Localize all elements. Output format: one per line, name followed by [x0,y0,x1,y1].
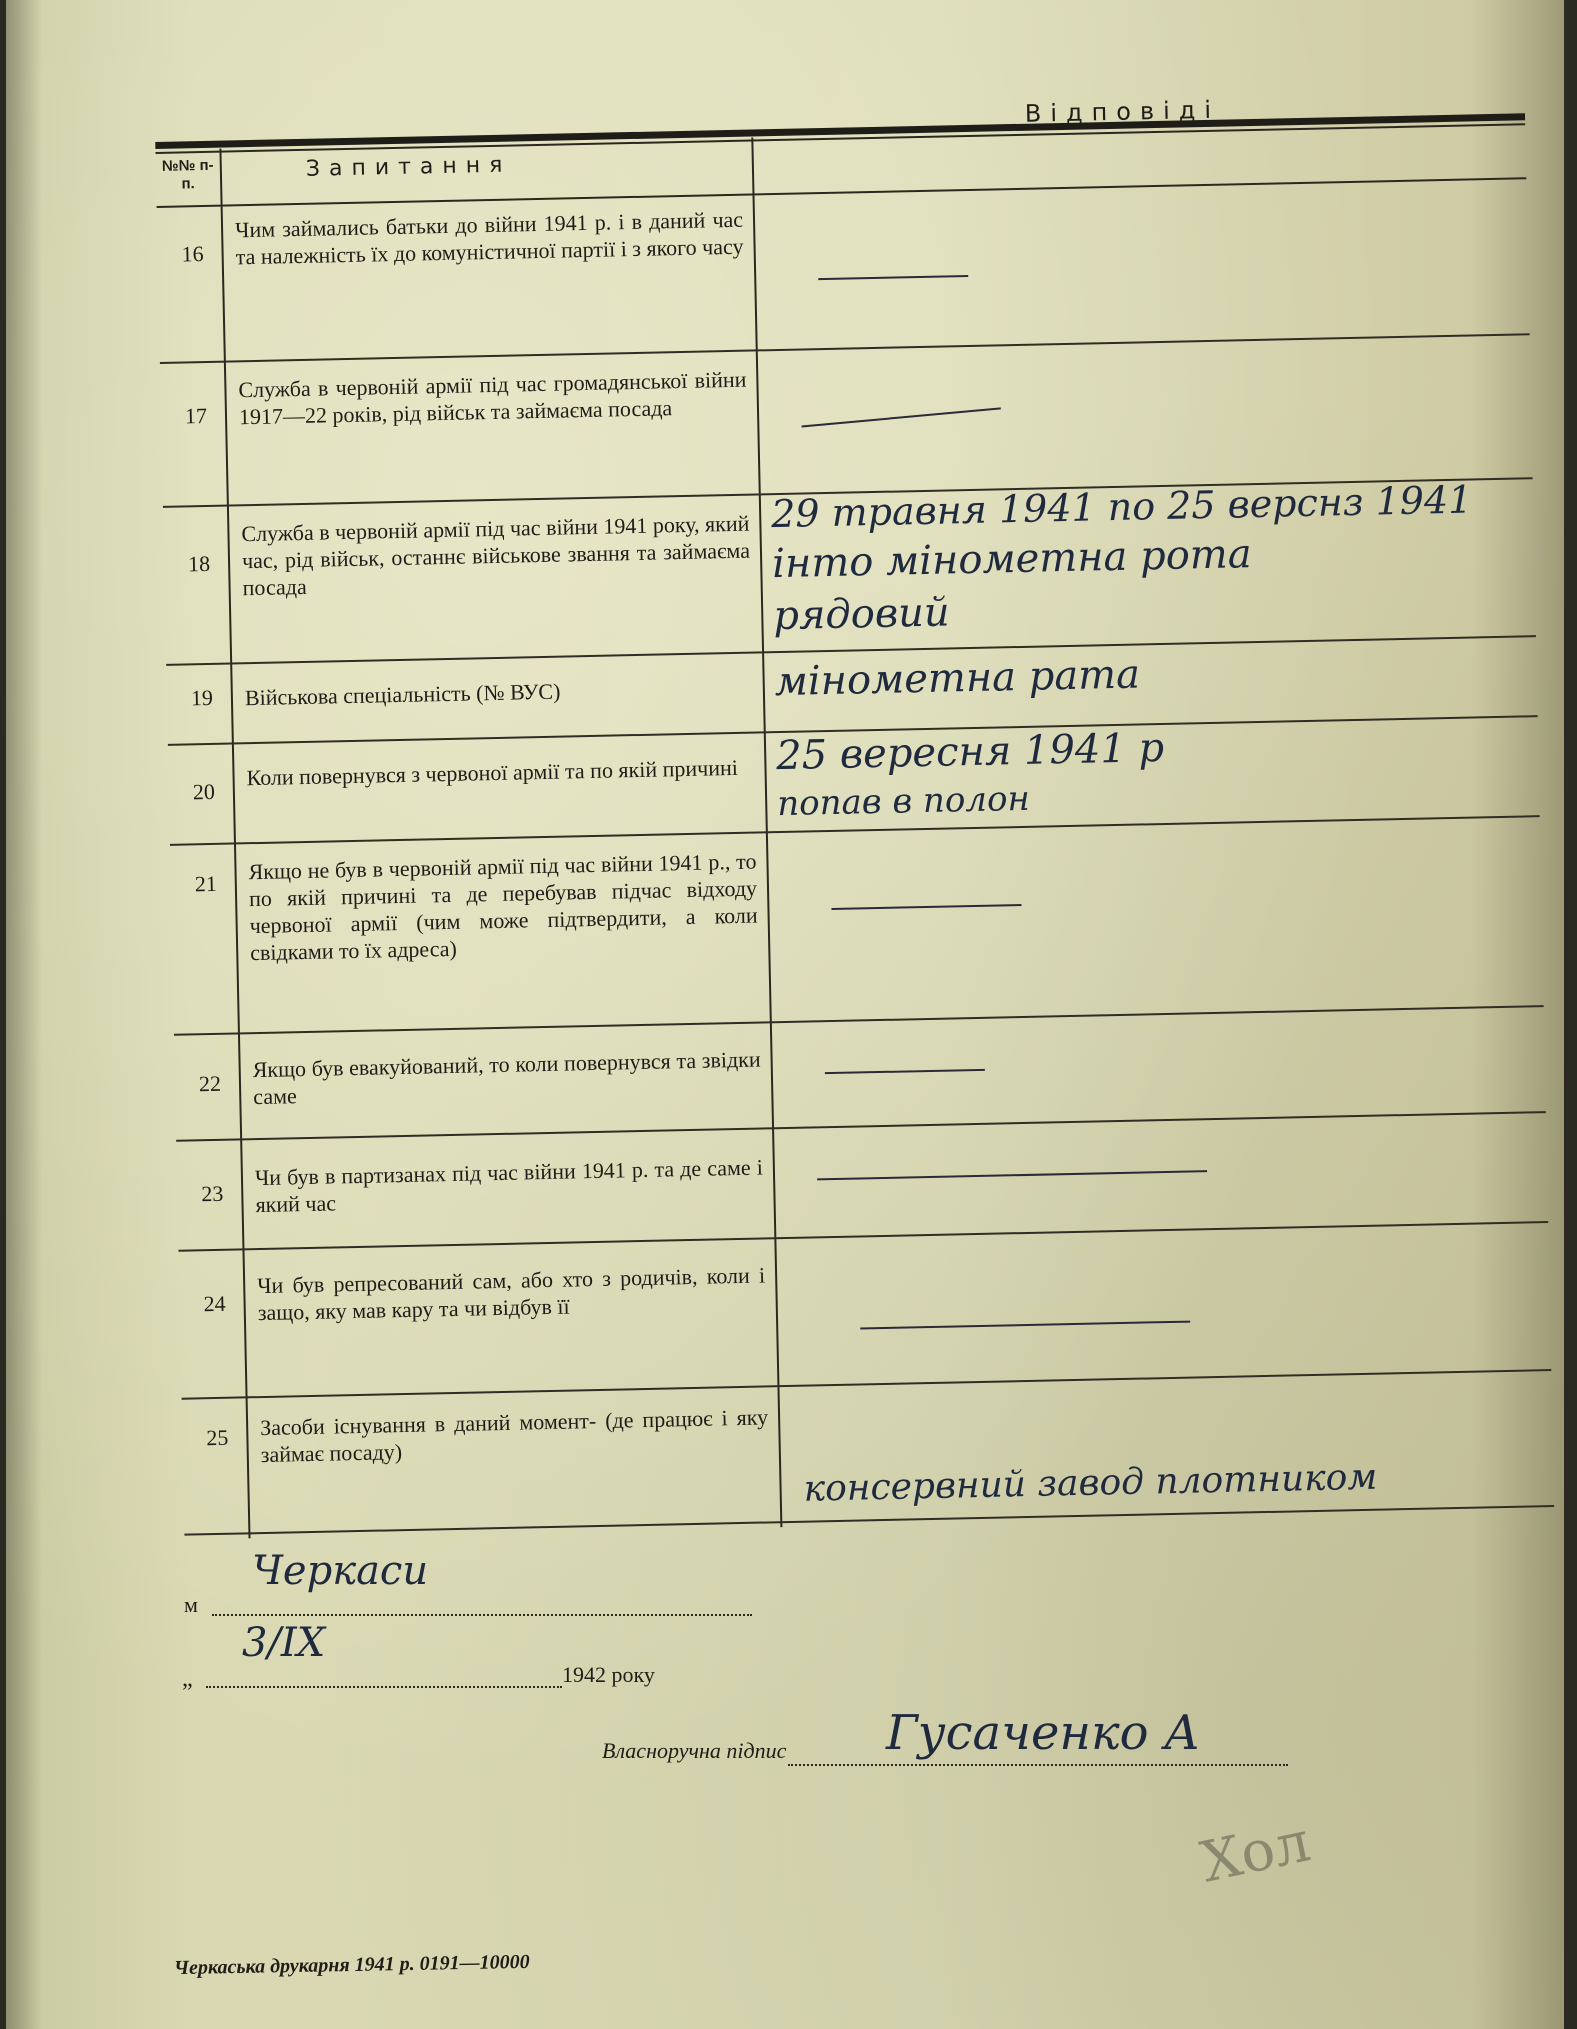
question-text: Засоби існування в даний момент- (де працює і яку займає посаду) [259,1404,769,1468]
column-header-number: №№ п-п. [161,156,214,193]
row-number: 21 [194,870,218,897]
year-text: 1942 року [562,1662,655,1687]
question-text: Військова спеціальність (№ ВУС) [244,678,561,711]
document-page [6,0,1564,2029]
date-quote-mark: „ [182,1666,193,1692]
printer-imprint: Черкаська друкарня 1941 р. 0191—10000 [173,1950,530,1980]
empty-answer-dash [825,1069,985,1074]
row-number: 18 [187,550,211,577]
empty-answer-dash [831,904,1021,910]
row-separator [182,1369,1552,1400]
question-text: Чим займались батьки до війни 1941 р. і в даний час та належність їх до комуністичної партії і з якого часу [234,206,744,270]
row-number: 19 [190,684,214,711]
header-bottom-rule [157,177,1527,208]
question-text: Чи був репресований сам, або хто з родичів, коли і защо, яку мав кару та чи відбув її [256,1262,766,1326]
question-text: Служба в червоній армії під час війни 1941 року, який час, рід військ, останнє військове звання та займаєма посада [241,510,751,601]
question-text: Чи був в партизанах під час війни 1941 р. та де саме і який час [254,1154,764,1218]
handwritten-signature: Гусаченко А [886,1705,1201,1761]
questionnaire-table [154,53,1554,1551]
column-header-question: Запитання [305,152,512,182]
handwritten-answer: 29 травня 1941 по 25 верснз 1941 [770,477,1473,537]
row-number: 22 [198,1070,222,1097]
row-number: 23 [201,1180,224,1207]
row-number: 25 [206,1424,229,1451]
signature-label: Власноручна підпис [602,1738,787,1763]
handwritten-place: Черкаси [252,1548,429,1594]
place-line [212,1614,752,1616]
row-separator [178,1221,1548,1252]
handwritten-answer: консервний завод плотником [803,1456,1378,1510]
row-separator [176,1111,1546,1142]
question-text: Коли повернувся з червоної армії та по якій причині [246,754,739,791]
date-line [206,1686,562,1688]
question-text: Якщо був евакуйований, то коли повернувся та звідки саме [252,1046,761,1110]
row-number: 20 [192,778,216,805]
handwritten-answer: мінометна рата [774,651,1141,706]
pencil-annotation: Хол [1195,1809,1316,1896]
empty-answer-dash [817,1170,1207,1180]
empty-answer-dash [860,1321,1190,1330]
signature-line [788,1764,1288,1766]
handwritten-answer: 25 вересня 1941 р [775,724,1165,780]
page-fold-shadow [6,0,42,2029]
row-separator [174,1005,1544,1036]
question-text: Якщо не був в червоній армії під час війни 1941 р., то по якій причині та де перебував підчас відходу червоної армії (чим може підтвердити, а коли свідками то їх адреса) [248,848,758,966]
handwritten-answer: попав в полон [776,778,1031,825]
row-separator [160,333,1530,364]
empty-answer-dash [818,275,968,280]
row-number: 24 [203,1290,226,1317]
question-text: Служба в червоній армії під час громадянської війни 1917—22 років, рід військ та займаєма посада [238,366,747,430]
empty-answer-dash [802,407,1001,427]
row-number: 16 [181,241,204,267]
column-header-answer: Відповіді [1024,95,1221,128]
handwritten-answer: інто мінометна рота [771,531,1253,588]
handwritten-date: 3/IX [242,1620,326,1666]
handwritten-answer: рядовий [772,589,951,640]
place-label: м [184,1592,198,1617]
row-number: 17 [184,402,208,429]
